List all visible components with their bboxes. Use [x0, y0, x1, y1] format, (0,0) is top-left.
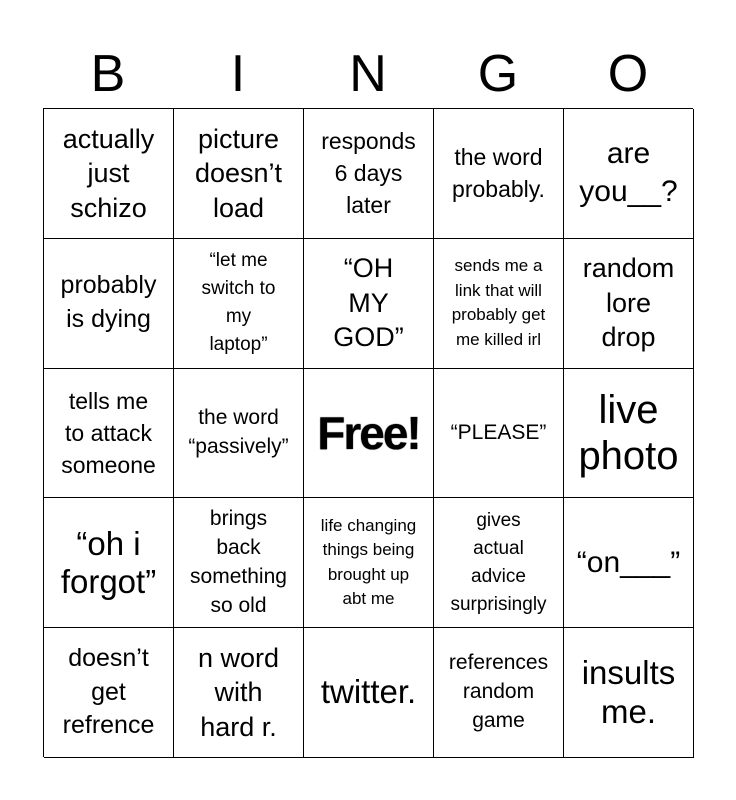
bingo-cell-r2-c1[interactable]: [44, 239, 174, 369]
header-letter-o: O: [607, 45, 649, 103]
bingo-cell-r1-c3[interactable]: [304, 109, 434, 239]
cell-text: probably is dying: [60, 271, 157, 334]
bingo-cell-r1-c2[interactable]: [174, 109, 304, 239]
bingo-cell-r5-c2[interactable]: [174, 628, 304, 758]
bingo-cell-r4-c2[interactable]: [174, 498, 304, 628]
bingo-cell-r3-c1[interactable]: [44, 369, 174, 499]
free-space[interactable]: [304, 369, 434, 499]
cell-text: sends me a link that will probably get me killed irl: [451, 255, 546, 349]
bingo-cell-r2-c2[interactable]: [174, 239, 304, 369]
bingo-cell-r5-c4[interactable]: [434, 628, 564, 758]
bingo-cell-r4-c4[interactable]: [434, 498, 564, 628]
bingo-cell-r2-c5[interactable]: [564, 239, 694, 369]
bingo-cell-r1-c1[interactable]: [44, 109, 174, 239]
bingo-grid: [43, 108, 693, 757]
bingo-cell-r3-c4[interactable]: [434, 369, 564, 499]
bingo-cell-r2-c3[interactable]: [304, 239, 434, 369]
header-letter-b: B: [90, 45, 126, 103]
cell-text: “OH MY GOD”: [333, 253, 404, 353]
bingo-cell-r3-c2[interactable]: [174, 369, 304, 499]
header-letter-i: I: [230, 45, 246, 103]
bingo-cell-r3-c5[interactable]: [564, 369, 694, 499]
cell-text: responds 6 days later: [321, 128, 416, 219]
bingo-cell-r4-c5[interactable]: [564, 498, 694, 628]
header-letter-g: G: [477, 45, 519, 103]
cell-text: n word with hard r.: [197, 642, 280, 742]
cell-text: picture doesn’t load: [194, 123, 283, 223]
cell-text: “on___”: [576, 545, 681, 579]
bingo-header: [43, 40, 693, 108]
cell-text: random lore drop: [582, 253, 675, 353]
cell-text: twitter.: [320, 673, 417, 711]
cell-text: “let me switch to my laptop”: [201, 249, 276, 356]
cell-text: actually just schizo: [62, 123, 155, 223]
cell-text: insults me.: [581, 654, 676, 730]
header-letter-n: N: [349, 45, 387, 103]
bingo-cell-r1-c5[interactable]: [564, 109, 694, 239]
free-space-label: Free!: [317, 406, 420, 459]
cell-text: references random game: [448, 651, 549, 733]
cell-text: life changing things being brought up abt me: [320, 515, 417, 609]
cell-text: brings back something so old: [190, 506, 287, 617]
cell-text: are you__?: [579, 137, 678, 209]
bingo-cell-r4-c3[interactable]: [304, 498, 434, 628]
bingo-cell-r4-c1[interactable]: [44, 498, 174, 628]
cell-text: gives actual advice surprisingly: [450, 509, 547, 615]
cell-text: doesn’t get refrence: [62, 643, 155, 740]
bingo-cell-r5-c1[interactable]: [44, 628, 174, 758]
cell-text: “oh i forgot”: [60, 524, 157, 600]
cell-text: the word probably.: [452, 144, 545, 203]
bingo-cell-r5-c3[interactable]: [304, 628, 434, 758]
cell-text: the word “passively”: [188, 406, 289, 458]
cell-text: tells me to attack someone: [61, 387, 156, 479]
bingo-cell-r1-c4[interactable]: [434, 109, 564, 239]
bingo-cell-r2-c4[interactable]: [434, 239, 564, 369]
bingo-cell-r5-c5[interactable]: [564, 628, 694, 758]
cell-text: “PLEASE”: [450, 420, 547, 444]
cell-text: live photo: [578, 387, 679, 478]
